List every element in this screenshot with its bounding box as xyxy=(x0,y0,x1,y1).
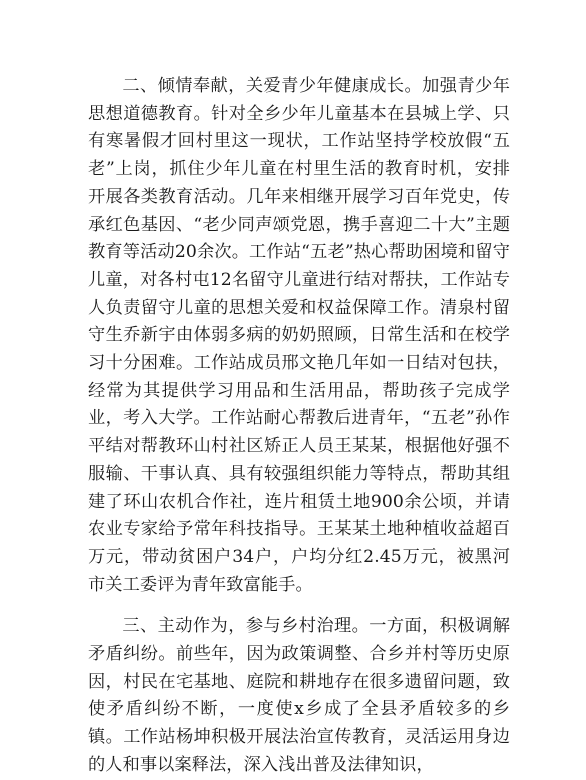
paragraph-heading: 二、倾情奉献，关爱青少年健康成长。 xyxy=(122,76,423,96)
paragraph-rural-governance xyxy=(88,613,510,779)
paragraph-text: 一方面，积极调解矛盾纠纷。前些年，因为政策调整、合乡并村等历史原因，村民在宅基地、庭院和耕地存在很多遗留问题，致使矛盾纠纷不断，一度使x乡成了全县矛盾较多的乡镇。工作站杨坤积极开展法治宣传教育，灵活运用身边的人和事以案释法，深入浅出普及法律知识， xyxy=(88,616,510,775)
paragraph-youth-care xyxy=(88,73,510,599)
document-body xyxy=(88,73,510,780)
paragraph-heading: 三、主动作为，参与乡村治理。 xyxy=(122,616,370,637)
paragraph-text: 加强青少年思想道德教育。针对全乡少年儿童基本在县城上学、只有寒暑假才回村里这一现状，工作站坚持学校放假“五老”上岗，抓住少年儿童在村里生活的教育时机，安排开展各类教育活动。几年来相继开展学习百年党史，传承红色基因、“老少同声颂党恩，携手喜迎二十大”主题教育等活动20余次。工作站“五老”热心帮助困境和留守儿童，对各村屯12名留守儿童进行结对帮扶，工作站专人负责留守儿童的思想关爱和权益保障工作。清泉村留守生乔新宇由体弱多病的奶奶照顾，日常生活和在校学习十分困难。工作站成员邢文艳几年如一日结对包扶，经常为其提供学习用品和生活用品，帮助孩子完成学业，考入大学。工作站耐心帮教后进青年，“五老”孙作平结对帮教环山村社区矫正人员王某某，根据他好强不服输、干事认真、具有较强组织能力等特点，帮助其组建了环山农机合作社，连片租赁土地900余公顷，并请农业专家给予常年科技指导。王某某土地种植收益超百万元，带动贫困户34户，户均分红2.45万元，被黑河市关工委评为青年致富能手。 xyxy=(88,76,510,595)
